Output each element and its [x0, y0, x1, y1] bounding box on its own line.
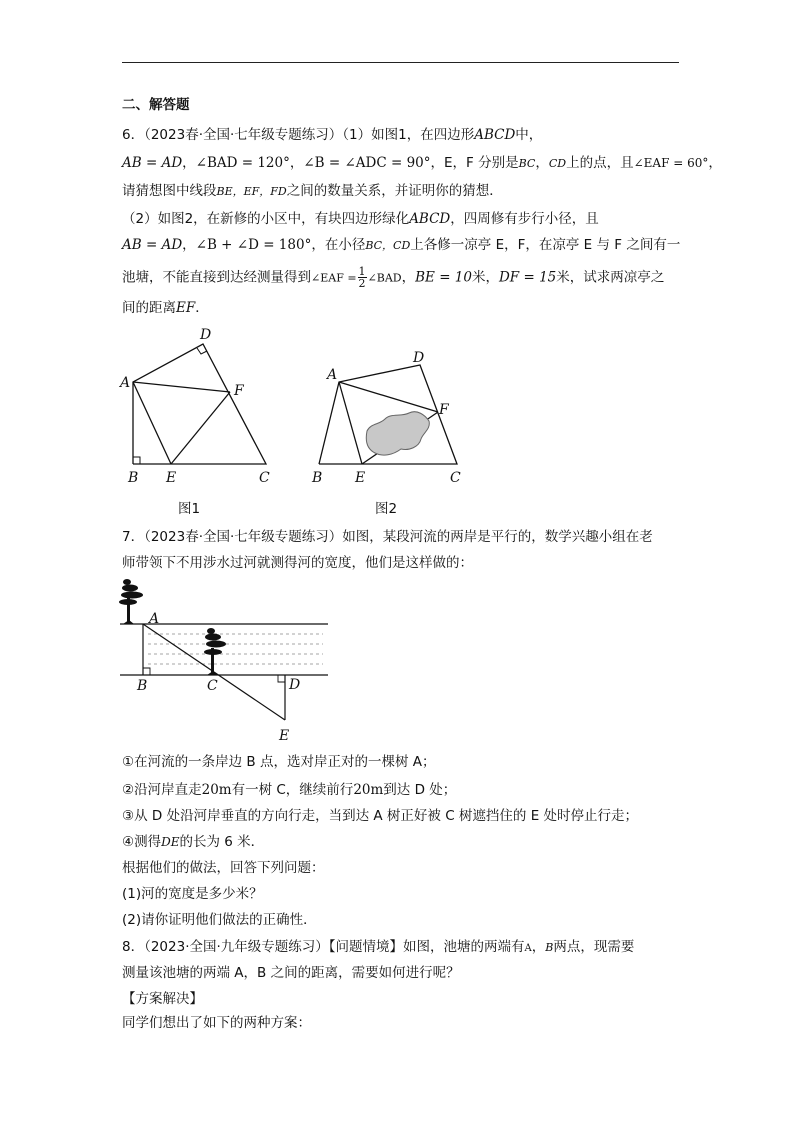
- q6-var: ABCD: [409, 211, 451, 227]
- q7-line-1: 7．（2023春·全国·七年级专题练习）如图，某段河流的两岸是平行的，数学兴趣小组在老: [122, 529, 653, 545]
- pond-shape: [366, 412, 429, 455]
- q7-text: 有一树 C，继续前行: [231, 782, 354, 798]
- q6-text: 请猜想图中线段: [122, 183, 217, 199]
- q6-text: 6．（2023春·全国·七年级专题练习）（1）如图1，在四边形: [122, 127, 475, 143]
- q8-line-3: 【方案解决】: [122, 991, 203, 1007]
- q7-step-3: ③从 D 处沿河岸垂直的方向行走，当到达 A 树正好被 C 树遮挡住的 E 处时停止行走；: [122, 808, 639, 824]
- q7-prompt: 根据他们的做法，回答下列问题：: [122, 860, 325, 876]
- q6-text: ，在小径: [311, 237, 366, 253]
- q6-text: （2）如图2，在新修的小区中，有块四边形绿化: [122, 211, 410, 227]
- q6-text: ，: [535, 155, 549, 171]
- q6-math: AB = AD: [122, 237, 183, 253]
- right-angle-d: [278, 675, 285, 682]
- figure-1: [115, 320, 285, 490]
- q7-step-2: [122, 780, 456, 800]
- q8-line-2: 测量该池塘的两端 A，B 之间的距离，需要如何进行呢？: [122, 965, 460, 981]
- q6-math: DF = 15: [498, 269, 557, 286]
- q6-line-3: [122, 181, 503, 202]
- q6-text: 之间的数量关系，并证明你的猜想．: [286, 183, 503, 199]
- q6-text: 米，: [471, 269, 499, 286]
- fig2-ae: [339, 382, 362, 464]
- fig2-label-c: C: [450, 470, 461, 486]
- q8-text: ，: [531, 939, 546, 955]
- fig1-label-b: B: [128, 470, 139, 486]
- water-lines: [148, 634, 323, 664]
- q6-line-6: [122, 266, 664, 289]
- q7-math: 20m: [353, 782, 384, 798]
- q6-line-4: [122, 209, 599, 229]
- fig2-caption: 图2: [375, 501, 398, 517]
- river-label-d: D: [289, 677, 301, 693]
- fig2-af: [339, 382, 438, 412]
- q6-math: BE = 10: [415, 269, 472, 286]
- fraction-numerator: 1: [358, 265, 366, 278]
- fig2-label-d: D: [413, 350, 425, 366]
- q6-math: ，∠B = ∠ADC = 90°: [289, 155, 431, 171]
- figure-2: [305, 345, 475, 490]
- fig2-label-b: B: [312, 470, 323, 486]
- q6-text: 上的点，且: [566, 155, 634, 171]
- q8-text: 两点，现需要: [553, 939, 635, 955]
- q7-math: 20m: [201, 782, 232, 798]
- q6-line-1: [122, 125, 542, 145]
- q6-text: 米，试求两凉亭之: [556, 269, 665, 286]
- q6-text: ，: [401, 269, 416, 286]
- q6-text: 池塘，不能直接到达经测量得到: [122, 269, 311, 286]
- river-label-b: B: [137, 678, 148, 694]
- q7-text: ②沿河岸直走: [122, 782, 202, 798]
- fig1-af: [133, 382, 230, 392]
- q7-sub-1: (1)河的宽度是多少米？: [122, 886, 263, 902]
- q6-math: BC，CD: [365, 239, 411, 252]
- q6-math: ，∠BAD = 120°: [182, 155, 290, 171]
- q6-math: CD: [548, 157, 567, 170]
- q8-line-1: [122, 937, 634, 959]
- q6-math: ∠EAF =: [311, 271, 357, 285]
- fig1-label-e: E: [166, 470, 177, 486]
- q6-line-2: [122, 153, 722, 174]
- fig1-caption: 图1: [178, 501, 201, 517]
- fig2-label-a: A: [327, 367, 338, 383]
- q6-math: ，∠B + ∠D = 180°: [182, 237, 312, 253]
- q6-text: 中，: [515, 127, 543, 143]
- fig2-label-e: E: [355, 470, 366, 486]
- q6-line-7: [122, 298, 209, 318]
- q6-text: ，E，F 分别是: [430, 155, 519, 171]
- q6-text: ．: [195, 300, 209, 316]
- fig1-quad: [133, 344, 266, 464]
- q6-text: 上各修一凉亭 E，F，在凉亭 E 与 F 之间有一: [410, 237, 681, 253]
- q8-math: B: [545, 941, 554, 954]
- river-label-c: C: [207, 678, 218, 694]
- fig1-label-f: F: [234, 383, 244, 399]
- q6-var: ABCD: [474, 127, 516, 143]
- q7-sub-2: (2)请你证明他们做法的正确性．: [122, 912, 317, 928]
- q6-math: AB = AD: [122, 155, 183, 171]
- fig1-label-d: D: [200, 327, 212, 343]
- q7-step-1: ①在河流的一条岸边 B 点，选对岸正对的一棵树 A；: [122, 754, 436, 770]
- river-label-a: A: [149, 611, 160, 627]
- half-fraction: [358, 266, 367, 289]
- fig1-label-c: C: [259, 470, 270, 486]
- fig2-label-f: F: [439, 402, 449, 418]
- q6-text: ，: [708, 155, 722, 171]
- q8-text: 8．（2023·全国·九年级专题练习）【问题情境】如图，池塘的两端有: [122, 939, 525, 955]
- q6-text: ，四周修有步行小径，且: [450, 211, 599, 227]
- q8-math: A: [524, 943, 532, 954]
- q6-math: ∠BAD: [367, 271, 402, 285]
- river-figure: [118, 578, 333, 748]
- q7-math: DE: [161, 835, 180, 849]
- fig1-ef: [171, 392, 230, 464]
- fig1-label-a: A: [120, 375, 131, 391]
- q8-line-4: 同学们想出了如下的两种方案：: [122, 1015, 311, 1031]
- fig1-right-angle-b: [133, 457, 140, 464]
- q6-text: 间的距离: [122, 300, 176, 316]
- q7-line-2: 师带领下不用涉水过河就测得河的宽度，他们是这样做的：: [122, 555, 473, 571]
- river-label-e: E: [279, 728, 290, 744]
- fraction-denominator: 2: [358, 277, 366, 290]
- q6-math: EF: [176, 300, 196, 316]
- q7-text: 到达 D 处；: [383, 782, 457, 798]
- tree-a-icon: [119, 579, 143, 624]
- q7-text: 的长为 6 米．: [179, 834, 265, 850]
- header-rule: [122, 62, 679, 63]
- right-angle-b: [143, 668, 150, 675]
- section-title: 二、解答题: [122, 97, 190, 113]
- q6-math: BC: [518, 157, 536, 170]
- fig1-ae: [133, 382, 171, 464]
- q7-text: ④测得: [122, 834, 162, 850]
- q6-line-5: [122, 235, 680, 256]
- q7-step-4: [122, 832, 264, 852]
- q6-math: BE，EF，FD: [216, 185, 287, 198]
- q6-math: ∠EAF = 60°: [633, 156, 709, 170]
